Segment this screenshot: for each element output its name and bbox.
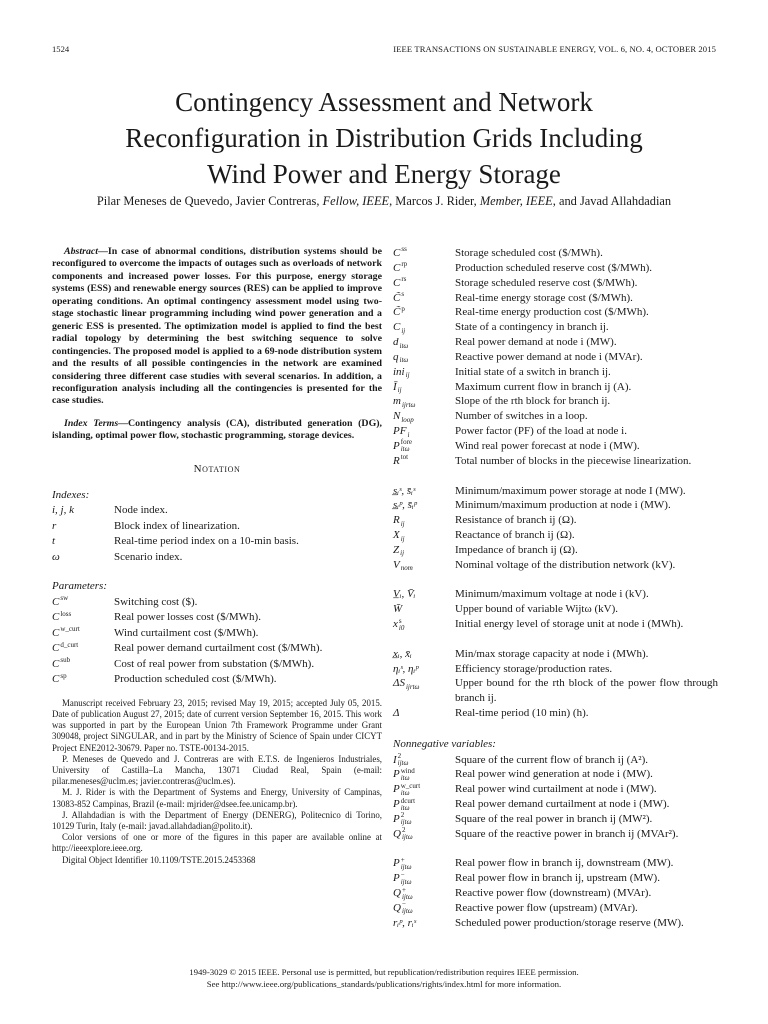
symbol: R tot [393,453,409,467]
page-number: 1524 [52,44,70,54]
notation-entry [393,856,718,871]
notation-description: Cost of real power from substation ($/MWh). [114,657,315,670]
symbol: Δ [393,707,400,720]
notation-entry [393,706,718,721]
notation-entry [52,550,382,566]
footnote: P. Meneses de Quevedo and J. Contreras are with E.T.S. de Ingenieros Industriales, University of Castilla–La Mancha, 13071 Ciudad Real, Spain (e-mail: pilar.meneses@uclm.es; javier.contreras@uclm.es). [52,753,382,787]
notation-entry [393,558,718,588]
notation-entry [393,767,718,782]
notation-entry [52,672,382,688]
notation-description: Scenario index. [114,550,183,563]
notation-entry [393,320,718,335]
symbol: P − ijtω [393,870,412,886]
notation-entry [393,454,718,484]
notation-description: Real-time energy storage cost ($/MWh). [455,291,633,304]
footnote: Manuscript received February 23, 2015; revised May 19, 2015; accepted July 05, 2015. Date of publication August 27, 2015; date of current version September 16, 2015. This work was supported in part by the European Union 7th Framework Programme under Grant 309048, project SiNGULAR, and in part by the Ministry of Science of Spain under CICYT Project ENE2012-30679. Paper no. TSTE-00134-2015. [52,697,382,753]
running-header [52,44,716,58]
notation-description: Wind curtailment cost ($/MWh). [114,626,259,639]
notation-description: Minimum/maximum power storage at node I (MW). [455,484,686,497]
symbol: C sw [52,594,69,608]
notation-entry [52,657,382,673]
notation-description: State of a contingency in branch ij. [455,321,609,334]
notation-entry [393,409,718,424]
notation-description: Reactive power flow (downstream) (MVAr). [455,887,652,900]
notation-entry [393,587,718,602]
notation-description: Real power demand curtailment at node i (MW). [455,798,670,811]
symbol: N loop [393,410,414,424]
notation-entry [393,394,718,409]
right-column [393,246,718,945]
author-names: Pilar Meneses de Quevedo, Javier Contreras, [96,194,323,208]
index-terms-text: Contingency analysis (CA), distributed generation (DG), islanding, optimal power flow, stochastic programming, storage devices. [52,417,383,442]
nonnegative-variables-label: Nonnegative variables: [393,738,496,750]
notation-entry [393,246,718,261]
notation-entry [52,503,382,519]
symbol: C loss [52,609,72,624]
symbol: Z ij [393,543,405,558]
notation-description: Slope of the rth block for branch ij. [455,395,611,408]
title-line: Wind Power and Energy Storage [207,159,561,189]
notation-description: Production scheduled reserve cost ($/MWh). [455,261,653,274]
journal-info: IEEE TRANSACTIONS ON SUSTAINABLE ENERGY, VOL. 6, NO. 4, OCTOBER 2015 [393,44,716,54]
notation-entry [393,261,718,276]
notation-description: Resistance of branch ij (Ω). [455,514,577,527]
notation-entry [393,380,718,395]
symbol: P + ijtω [393,855,412,871]
symbol: P w_curt itω [393,781,421,797]
notation-description: Efficiency storage/production rates. [455,662,613,675]
notation-description: Reactive power flow (upstream) (MVAr). [455,901,638,914]
notation-entry [393,827,718,857]
notation-description: Initial energy level of storage unit at node i (MWh). [455,618,684,631]
notation-description: Real power losses cost ($/MWh). [114,611,261,624]
footnote: Digital Object Identifier 10.1109/TSTE.2015.2453368 [62,854,256,865]
abstract-dash: — [98,246,108,257]
notation-description: Real power wind generation at node i (MW). [455,768,653,781]
symbol: s̲ᵢᵖ, s̄ᵢᵖ [393,499,417,512]
symbol: C rs [393,275,407,289]
notation-entry [393,439,718,454]
notation-description: Square of the current flow of branch ij (A²). [455,753,648,766]
notation-description: Block index of linearization. [114,519,240,532]
symbol: rᵢᵖ, rᵢˢ [393,916,416,929]
notation-description: Initial state of a switch in branch ij. [455,365,611,378]
parameters-list [52,595,382,688]
symbol: Q − ijtω [393,900,413,916]
symbol: t [52,535,56,548]
notation-entry [52,626,382,642]
symbol: W̄ [393,603,403,616]
notation-description: Scheduled power production/storage reserve (MW). [455,916,684,929]
notation-entry [393,647,718,662]
indexes-label: Indexes: [52,488,90,501]
symbol: C sub [52,656,71,670]
symbol: V nom [393,558,413,573]
symbol: s̲ᵢˢ, s̄ᵢˢ [393,484,416,497]
paper-title [40,84,728,192]
spacer [393,721,718,737]
symbol: r [52,519,57,532]
notation-entry [393,484,718,499]
footnotes [52,698,382,866]
symbol: C̃ s [393,290,405,304]
notation-description: Real power flow in branch ij, downstream (MW). [455,857,674,870]
copyright-footer [20,966,748,990]
notation-description: Square of the reactive power in branch ij (MVAr²). [455,827,679,840]
notation-description: Impedance of branch ij (Ω). [455,543,578,556]
author-list [20,194,748,209]
notation-entry [393,662,718,677]
notation-description: Maximum current flow in branch ij (A). [455,380,632,393]
abstract-lead: Abstract [64,246,99,257]
notation-description: Upper bound for the rth block of the power flow through branch ij. [455,677,718,705]
notation-entry [393,291,718,306]
notation-entry [393,424,718,439]
symbol: d itω [393,336,409,350]
symbol: i, j, k [52,504,74,517]
symbol: C d_curt [52,640,79,655]
notation-entry [393,276,718,291]
notation-entry [52,610,382,626]
footnote: J. Allahdadian is with the Department of Energy (DENERG), Politecnico di Torino, 10129 Turin, Italy (e-mail: javad.allahdadian@polito.it). [52,809,382,832]
symbol: ini ij [393,365,410,380]
symbol: Ī ij [393,380,402,395]
left-column [52,246,382,866]
notation-entry [393,365,718,380]
notation-entry [393,498,718,513]
parameters-label: Parameters: [52,580,107,593]
abstract [52,246,382,408]
notation-entry [52,534,382,550]
notation-entry [393,513,718,528]
index-terms [52,418,382,443]
symbol: m ijrtω [393,395,416,409]
notation-description: Power factor (PF) of the load at node i. [455,425,627,438]
notation-description: Node index. [114,504,168,517]
notation-description: Total number of blocks in the piecewise linearization. [455,454,692,467]
symbol: C w_curt [52,625,80,639]
symbol: P fore itω [393,438,413,454]
notation-description: Switching cost ($). [114,595,198,608]
nonnegative-variables-list [393,753,718,946]
notation-description: Reactance of branch ij (Ω). [455,529,575,542]
notation-description: Upper bound of variable Wijtω (kV). [455,603,618,616]
notation-description: Minimum/maximum voltage at node i (kV). [455,588,649,601]
notation-entry [393,543,718,558]
notation-entry [393,528,718,543]
parameters-list-continued [393,246,718,721]
notation-description: Number of switches in a loop. [455,410,588,423]
notation-entry [393,782,718,797]
symbol: ΔS ijrtω [393,677,420,691]
index-terms-lead: Index Terms [64,417,119,429]
notation-description: Real power demand at node i (MW). [455,336,617,349]
notation-entry [393,335,718,350]
rights-url-line: See http://www.ieee.org/publications_standards/publications/rights/index.html for more information. [206,979,562,989]
notation-description: Real power wind curtailment at node i (MW). [455,783,657,796]
notation-entry [393,305,718,320]
notation-entry [393,901,718,916]
notation-heading: Notation [193,462,241,475]
symbol: x s i0 [393,616,405,632]
symbol: X ij [393,529,405,543]
notation-description: Real power demand curtailment cost ($/MWh). [114,642,323,655]
symbol: C ss [393,245,407,259]
symbol: q itω [393,350,409,365]
symbol: P 2 ijtω [393,811,412,827]
notation-entry [393,812,718,827]
notation-entry [393,676,718,706]
abstract-text: In case of abnormal conditions, distribution systems should be reconfigured to overcome the impacts of outages such as overloads of network components and increased power losses. For this purpose, energy storage systems (ESS) and renewable energy sources (RES) can be applied to improve operating conditions. An optimal contingency assessment model using two-stage stochastic linear programming including wind power generation and a generic ESS is presented. The optimization model is applied to find the best radial topology by determining the best switching sequence to solve contingencies. The proposed model is applied to a 69-node distribution system and the results of all possible contingencies in the network are examined considering three different case studies with several scenarios. In addition, a reconfiguration analysis including all the contingencies is presented for the case studies. [52,246,382,407]
indexes-list [52,503,382,565]
symbol: x̲ᵢ, x̄ᵢ [393,647,412,660]
notation-entry [393,871,718,886]
notation-description: Real-time period (10 min) (h). [455,707,589,720]
symbol: P wind itω [393,766,415,782]
symbol: PF i [393,425,410,439]
notation-description: Square of the real power in branch ij (MW²). [455,812,653,825]
notation-description: Real-time energy production cost ($/MWh). [455,306,649,319]
notation-entry [393,350,718,365]
symbol: ηᵢˢ, ηᵢᵖ [393,662,419,675]
notation-entry [393,886,718,901]
symbol: Q 2 ijtω [393,826,413,842]
notation-entry [393,797,718,812]
symbol: P dcurt itω [393,796,416,812]
symbol: C̃ p [393,304,405,319]
author-names: , and Javad Allahdadian [552,194,672,208]
notation-entry [52,641,382,657]
title-line: Contingency Assessment and Network [175,87,593,117]
symbol: C sp [52,671,67,686]
title-line: Reconfiguration in Distribution Grids Including [125,123,643,153]
notation-entry [393,602,718,617]
notation-description: Real-time period index on a 10-min basis. [114,535,299,548]
notation-description: Wind real power forecast at node i (MW). [455,439,640,452]
notation-description: Minimum/maximum production at node i (MW). [455,499,671,512]
symbol: R ij [393,514,405,528]
author-grade: Fellow, IEEE [322,194,390,208]
notation-entry [393,753,718,768]
notation-entry [393,916,718,946]
copyright-line: 1949-3029 © 2015 IEEE. Personal use is permitted, but republication/redistribution requires IEEE permission. [189,967,579,977]
notation-description: Production scheduled cost ($/MWh). [114,673,277,686]
index-terms-dash: — [118,417,129,429]
symbol: C ij [393,321,406,335]
notation-description: Reactive power demand at node i (MVAr). [455,350,643,363]
symbol: ω [52,550,60,563]
author-names: , Marcos J. Rider, [389,194,480,208]
notation-entry [52,519,382,535]
spacer [52,565,382,579]
notation-description: Storage scheduled reserve cost ($/MWh). [455,276,638,289]
symbol: C rp [393,260,408,274]
notation-description: Real power flow in branch ij, upstream (MW). [455,872,660,885]
notation-description: Min/max storage capacity at node i (MWh). [455,647,649,660]
notation-description: Nominal voltage of the distribution network (kV). [455,558,676,571]
symbol: Q + ijtω [393,885,413,901]
notation-entry [393,617,718,647]
footnote: M. J. Rider is with the Department of Systems and Energy, University of Campinas, 13083-852 Campinas, Brazil (e-mail: mjrider@dsee.fee.unicamp.br). [52,787,382,809]
notation-description: Storage scheduled cost ($/MWh). [455,247,603,259]
author-grade: Member, IEEE [479,194,553,208]
footnote: Color versions of one or more of the figures in this paper are available online at http://ieeexplore.ieee.org. [52,832,382,854]
symbol: V̲ᵢ, V̄ᵢ [393,588,416,601]
notation-entry [52,595,382,611]
symbol: I 2 ijtω [393,751,409,767]
